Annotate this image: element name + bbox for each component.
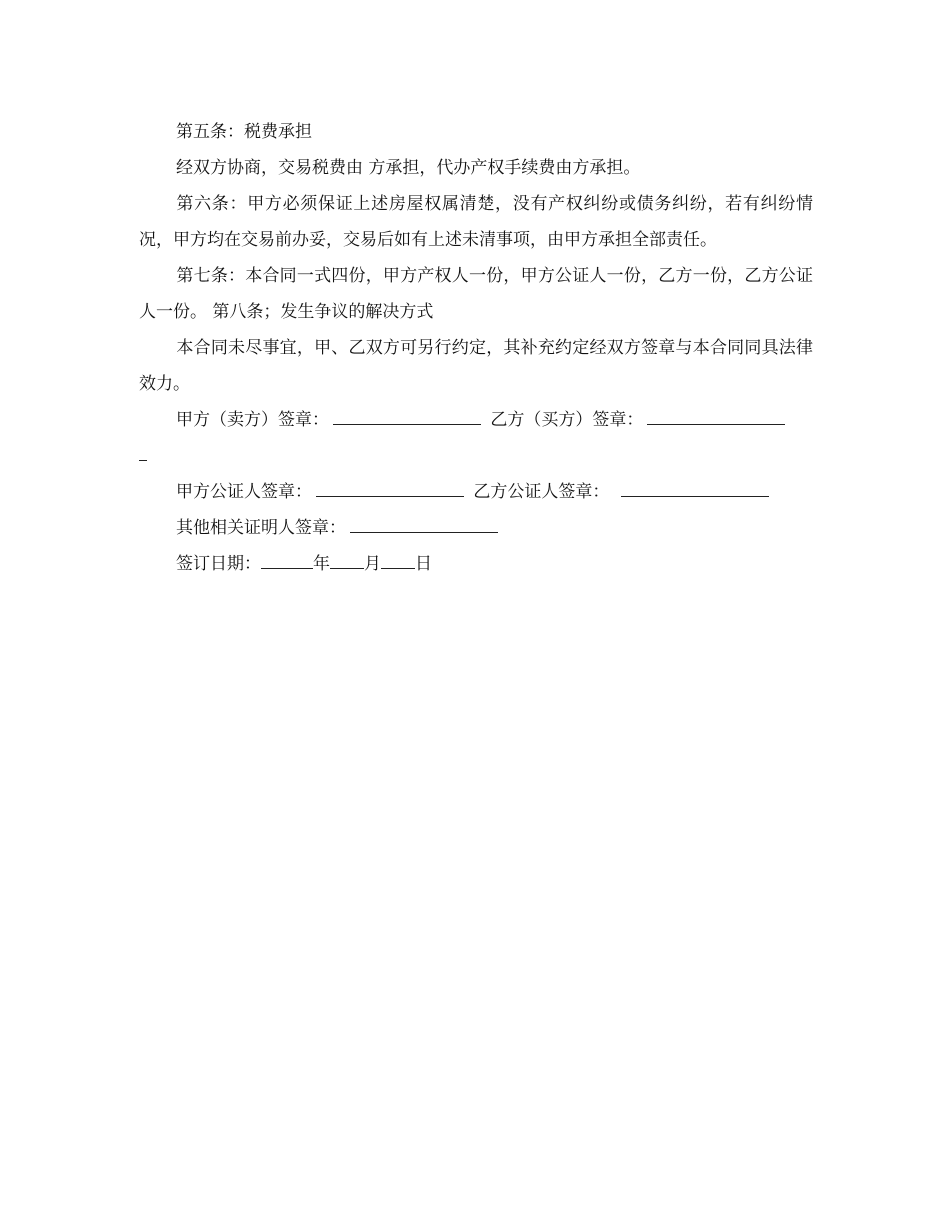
- signing-date-label: 签订日期：: [176, 554, 261, 574]
- signature-row-overflow: [139, 438, 813, 474]
- signature-row-notaries: [139, 474, 813, 510]
- other-witness-blank[interactable]: [350, 518, 498, 533]
- article-7-body: 第七条：本合同一式四份，甲方产权人一份，甲方公证人一份，乙方一份，乙方公证人一份。 第八条；发生争议的解决方式: [139, 266, 813, 322]
- date-month-label: 月: [364, 554, 381, 574]
- blank-overflow-dash: [139, 446, 147, 461]
- seller-notary-label: 甲方公证人签章：: [176, 482, 312, 502]
- buyer-signature-blank[interactable]: [647, 410, 785, 425]
- seller-signature-blank[interactable]: [333, 410, 481, 425]
- date-year-label: 年: [313, 554, 330, 574]
- buyer-notary-label: 乙方公证人签章：: [473, 482, 610, 502]
- buyer-signature-label: 乙方（买方）签章：: [490, 410, 644, 430]
- article-5-title: 第五条：税费承担: [176, 122, 312, 142]
- date-month-blank[interactable]: [330, 554, 364, 569]
- seller-notary-blank[interactable]: [316, 482, 464, 497]
- signing-date-row: [139, 546, 813, 582]
- seller-signature-label: 甲方（卖方）签章：: [176, 410, 329, 430]
- article-8-body: 本合同未尽事宜，甲、乙双方可另行约定，其补充约定经双方签章与本合同同具法律效力。: [139, 338, 813, 394]
- date-day-blank[interactable]: [381, 554, 415, 569]
- article-6-body: 第六条：甲方必须保证上述房屋权属清楚，没有产权纠纷或债务纠纷，若有纠纷情况，甲方均在交易前办妥，交易后如有上述未清事项，由甲方承担全部责任。: [139, 194, 813, 250]
- article-5-body: 经双方协商，交易税费由 方承担，代办产权手续费由方承担。: [176, 158, 641, 178]
- date-year-blank[interactable]: [261, 554, 313, 569]
- signature-row-other: [139, 510, 813, 546]
- contract-content: [139, 114, 813, 582]
- signature-row-parties: [139, 402, 813, 438]
- other-witness-label: 其他相关证明人签章：: [176, 518, 346, 538]
- buyer-notary-blank[interactable]: [621, 482, 769, 497]
- date-day-label: 日: [415, 554, 432, 574]
